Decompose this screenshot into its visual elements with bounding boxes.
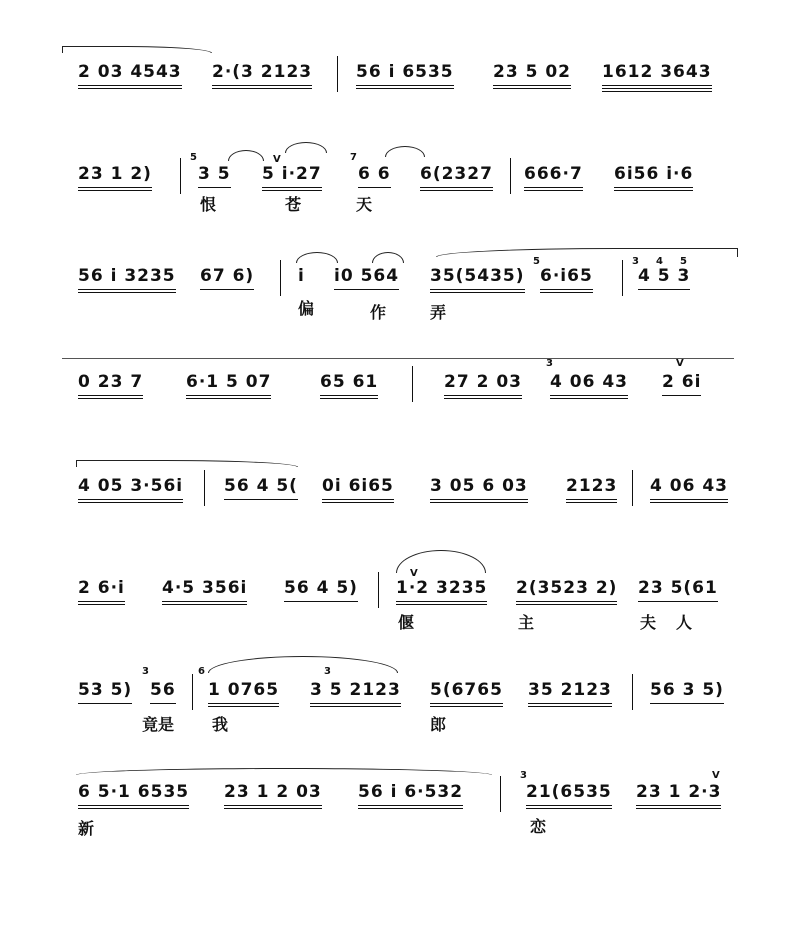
note-group: 53 5)	[78, 680, 132, 700]
note-group: 23 1 2·3	[636, 782, 721, 802]
note-group: 21(6535	[526, 782, 612, 802]
note-group: 2(3523 2)	[516, 578, 617, 598]
note-group: 4 5 3	[638, 266, 690, 286]
note-group: 3 05 6 03	[430, 476, 528, 496]
bar-line	[192, 674, 193, 710]
note-group: 2 6·i	[78, 578, 125, 598]
bar-line	[632, 470, 633, 506]
lyric: 作	[370, 303, 387, 322]
note-group: 4 05 3·56i	[78, 476, 183, 496]
lyric: 苍	[285, 195, 302, 214]
note-group: 3 5 2123	[310, 680, 401, 700]
grace-note: 3	[520, 770, 527, 781]
lyric: 竟是	[142, 715, 175, 734]
grace-note: 5	[533, 256, 540, 267]
note-group: 6·1 5 07	[186, 372, 271, 392]
note-group: 56 3 5)	[650, 680, 724, 700]
note-group: i	[298, 266, 305, 286]
note-group: 0i 6i65	[322, 476, 394, 496]
breath-mark: V	[676, 358, 684, 369]
grace-note: 6	[198, 666, 205, 677]
lyric: 新	[78, 819, 95, 838]
note-group: 56 4 5)	[284, 578, 358, 598]
grace-note: 5	[680, 256, 687, 267]
bar-line	[632, 674, 633, 710]
note-group: 56	[150, 680, 176, 700]
note-group: 56 i 6535	[356, 62, 454, 82]
slur	[228, 150, 264, 161]
note-group: 67 6)	[200, 266, 254, 286]
lyric: 弄	[430, 303, 447, 322]
note-group: 6·i65	[540, 266, 593, 286]
note-group: 1612 3643	[602, 62, 712, 82]
note-group: 0 23 7	[78, 372, 143, 392]
phrase-slur	[76, 768, 492, 775]
lyric: 夫	[640, 613, 657, 632]
note-group: 4 06 43	[550, 372, 628, 392]
note-group: 5 i·27	[262, 164, 322, 184]
bar-line	[204, 470, 205, 506]
note-group: 5(6765	[430, 680, 503, 700]
note-group: 23 1 2 03	[224, 782, 322, 802]
phrase-line	[62, 358, 734, 359]
grace-note: 4	[656, 256, 663, 267]
phrase-slur	[208, 656, 398, 673]
note-group: 23 5(61	[638, 578, 718, 598]
note-group: 1 0765	[208, 680, 279, 700]
bar-line	[500, 776, 501, 812]
lyric: 郎	[430, 715, 447, 734]
grace-note: 3	[324, 666, 331, 677]
bar-line	[337, 56, 338, 92]
breath-mark: V	[712, 770, 720, 781]
lyric: 恋	[530, 817, 547, 836]
bar-line	[378, 572, 379, 608]
grace-note: 3	[546, 358, 553, 369]
note-group: 4·5 356i	[162, 578, 247, 598]
bar-line	[280, 260, 281, 296]
note-group: 6i56 i·6	[614, 164, 693, 184]
lyric: 天	[356, 195, 373, 214]
note-group: 35(5435)	[430, 266, 525, 286]
note-group: 2 6i	[662, 372, 701, 392]
note-group: 4 06 43	[650, 476, 728, 496]
phrase-slur	[436, 248, 738, 257]
lyric: 主	[518, 613, 535, 632]
note-group: 35 2123	[528, 680, 612, 700]
note-group: i0 564	[334, 266, 399, 286]
slur	[372, 252, 404, 263]
breath-mark: V	[273, 154, 281, 165]
grace-note: 7	[350, 152, 357, 163]
grace-note: 3	[632, 256, 639, 267]
note-group: 65 61	[320, 372, 378, 392]
note-group: 2·(3 2123	[212, 62, 312, 82]
note-group: 666·7	[524, 164, 583, 184]
grace-note: 3	[142, 666, 149, 677]
slur	[296, 252, 338, 263]
lyric: 我	[212, 715, 229, 734]
note-group: 3 5	[198, 164, 231, 184]
score-line-3	[0, 240, 812, 350]
slur	[285, 142, 327, 153]
note-group: 56 i 3235	[78, 266, 176, 286]
score-line-7	[0, 650, 812, 760]
note-group: 6(2327	[420, 164, 493, 184]
note-group: 56 i 6·532	[358, 782, 463, 802]
bar-line	[622, 260, 623, 296]
note-group: 27 2 03	[444, 372, 522, 392]
lyric: 偃	[398, 613, 415, 632]
breath-mark: V	[410, 568, 418, 579]
note-group: 2123	[566, 476, 617, 496]
bar-line	[412, 366, 413, 402]
grace-note: 5	[190, 152, 197, 163]
bar-line	[510, 158, 511, 194]
lyric: 人	[676, 613, 693, 632]
note-group: 2 03 4543	[78, 62, 182, 82]
phrase-slur	[62, 46, 212, 53]
slur	[385, 146, 425, 157]
lyric: 恨	[200, 195, 217, 214]
lyric: 偏	[298, 299, 315, 318]
note-group: 6 5·1 6535	[78, 782, 189, 802]
note-group: 23 1 2)	[78, 164, 152, 184]
score-line-5	[0, 450, 812, 560]
bar-line	[180, 158, 181, 194]
note-group: 1·2 3235	[396, 578, 487, 598]
note-group: 23 5 02	[493, 62, 571, 82]
note-group: 6 6	[358, 164, 391, 184]
score-line-8	[0, 756, 812, 866]
note-group: 56 4 5(	[224, 476, 298, 496]
score-line-4	[0, 350, 812, 460]
phrase-slur	[76, 460, 298, 467]
score-line-1	[0, 42, 812, 152]
score-line-2	[0, 140, 812, 250]
score-line-6	[0, 548, 812, 658]
